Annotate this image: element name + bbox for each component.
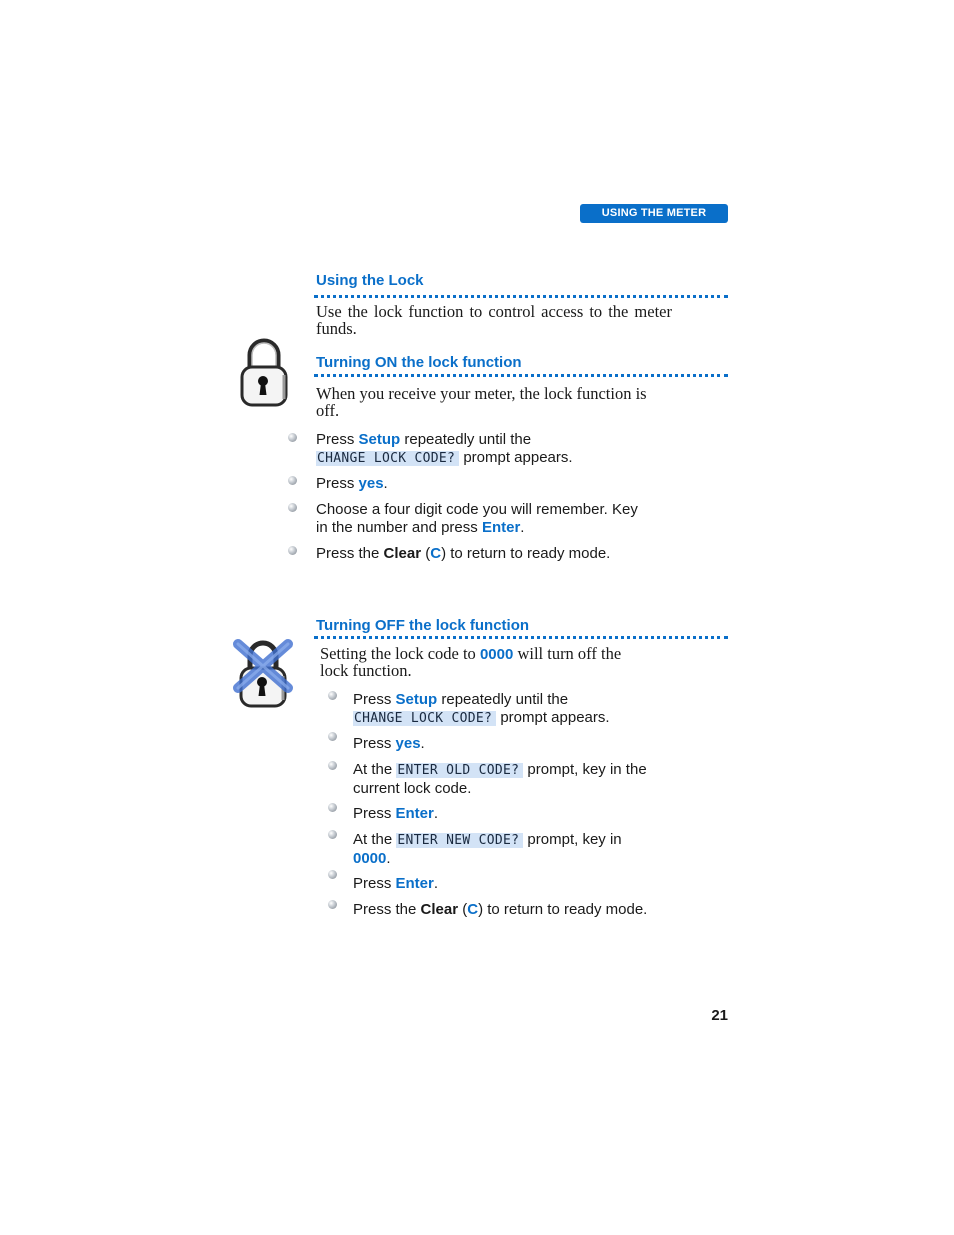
intro-turning-off-line2: lock function.	[320, 661, 412, 680]
bullet-icon	[328, 870, 337, 879]
bullet-icon	[288, 503, 297, 512]
bullet-icon	[328, 691, 337, 700]
bullet-icon	[328, 830, 337, 839]
step-off-6: Press Enter.	[353, 875, 439, 892]
step-off-3: At the ENTER OLD CODE? prompt, key in the current lock code.	[353, 761, 647, 797]
padlock-crossed-icon	[232, 632, 294, 717]
lcd-prompt: CHANGE LOCK CODE?	[353, 711, 496, 726]
step-on-1: Press Setup repeatedly until the CHANGE LOCK CODE? prompt appears.	[316, 431, 573, 466]
step-on-3: Choose a four digit code you will remember. Key in the number and press Enter.	[316, 501, 638, 536]
intro-turning-on: When you receive your meter, the lock function is off.	[316, 384, 647, 420]
step-off-5: At the ENTER NEW CODE? prompt, key in 0000.	[353, 831, 622, 867]
lcd-prompt: ENTER NEW CODE?	[396, 833, 523, 848]
step-on-2: Press yes.	[316, 475, 388, 492]
bullet-icon	[328, 732, 337, 741]
bullet-icon	[328, 803, 337, 812]
step-on-4: Press the Clear (C) to return to ready mode.	[316, 545, 611, 562]
lcd-prompt: CHANGE LOCK CODE?	[316, 451, 459, 466]
heading-using-lock: Using the Lock	[316, 272, 424, 289]
intro-using-lock: Use the lock function to control access to the meter funds.	[316, 302, 672, 338]
heading-turning-off: Turning OFF the lock function	[316, 617, 530, 634]
bullet-icon	[288, 546, 297, 555]
padlock-icon	[238, 335, 290, 416]
bullet-icon	[288, 476, 297, 485]
step-off-1: Press Setup repeatedly until the CHANGE LOCK CODE? prompt appears.	[353, 691, 610, 726]
page-number: 21	[711, 1007, 728, 1024]
bullet-icon	[328, 900, 337, 909]
heading-turning-on: Turning ON the lock function	[316, 354, 522, 371]
step-off-2: Press yes.	[353, 735, 425, 752]
dotted-divider	[314, 636, 728, 639]
section-badge: USING THE METER	[580, 204, 728, 223]
step-off-4: Press Enter.	[353, 805, 439, 822]
intro-turning-off: Setting the lock code to 0000 will turn off the	[320, 644, 622, 663]
dotted-divider	[314, 295, 728, 298]
step-off-7: Press the Clear (C) to return to ready mode.	[353, 901, 648, 918]
bullet-icon	[288, 433, 297, 442]
lcd-prompt: ENTER OLD CODE?	[396, 763, 523, 778]
bullet-icon	[328, 761, 337, 770]
dotted-divider	[314, 374, 728, 377]
